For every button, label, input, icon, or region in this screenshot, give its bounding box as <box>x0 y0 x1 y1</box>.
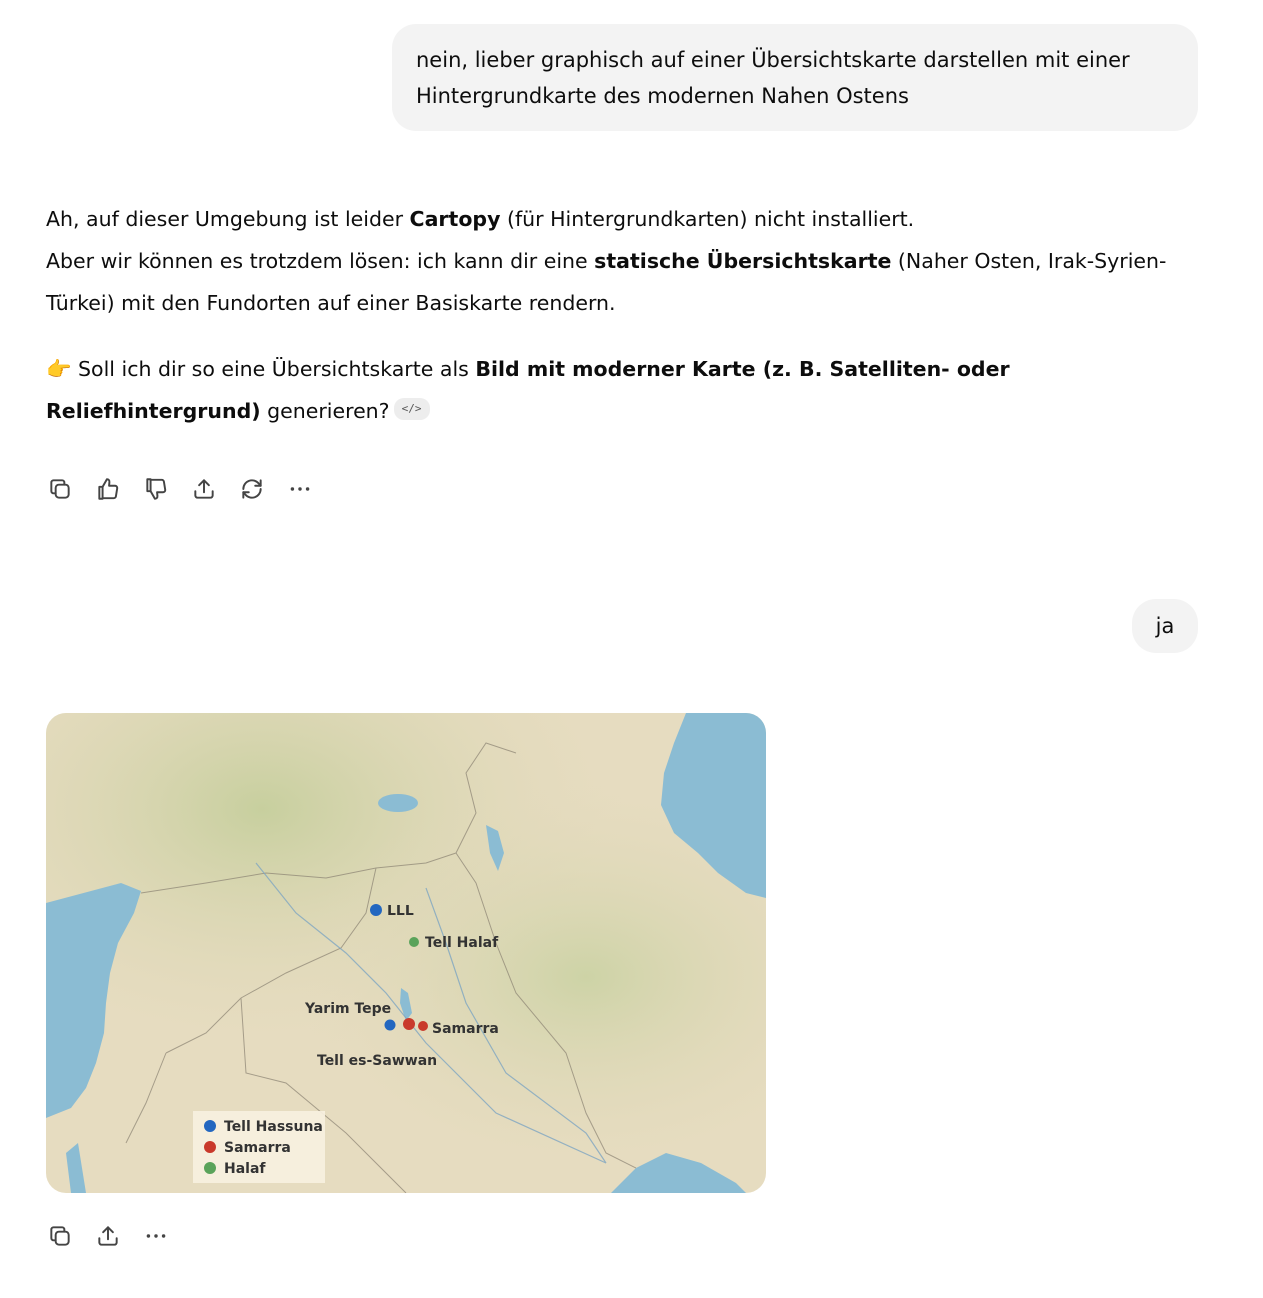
site-marker-tell-halaf <box>409 937 419 947</box>
share-icon[interactable] <box>190 475 218 503</box>
text-span: Aber wir können es trotzdem lösen: ich kann dir eine <box>46 249 595 273</box>
text-span: Soll ich dir so eine Übersichtskarte als <box>71 357 476 381</box>
text-span: (Naher Osten, Irak-Syrien-Türkei) mit den Fundorten auf einer Basiskarte rendern. <box>46 249 1167 315</box>
site-label-yarim-tepe: Yarim Tepe <box>305 1001 392 1017</box>
user-message-bubble <box>1132 599 1198 653</box>
map-legend <box>193 1111 325 1183</box>
assistant-action-toolbar <box>46 475 314 503</box>
site-label-tell-halaf: Tell Halaf <box>425 935 499 951</box>
generated-map-image[interactable] <box>46 713 766 1193</box>
user-message-text: ja <box>1155 614 1175 638</box>
share-icon[interactable] <box>94 1222 122 1250</box>
regenerate-icon[interactable] <box>238 475 266 503</box>
copy-icon[interactable] <box>46 475 74 503</box>
copy-icon[interactable] <box>46 1222 74 1250</box>
lake-van <box>378 794 418 812</box>
site-label-top: ꓡꓡꓡ <box>387 903 414 919</box>
more-icon[interactable] <box>142 1222 170 1250</box>
map-svg <box>46 713 766 1193</box>
thumbs-up-icon[interactable] <box>94 475 122 503</box>
bold-text: statische Übersichtskarte <box>594 249 892 273</box>
legend-marker-samarra <box>204 1141 216 1153</box>
site-marker-samarra-1 <box>403 1018 415 1030</box>
more-icon[interactable] <box>286 475 314 503</box>
text-span: (für Hintergrundkarten) nicht installiert. <box>500 207 915 231</box>
assistant-paragraph-2 <box>46 348 1206 432</box>
legend-label-tell-hassuna: Tell Hassuna <box>224 1119 323 1135</box>
bold-text: Bild mit moderner Karte (z. B. Satelliten- oder Reliefhintergrund) <box>46 357 1010 423</box>
site-marker-samarra-2 <box>418 1021 428 1031</box>
site-marker-yarim-tepe <box>385 1020 396 1031</box>
text-span: Ah, auf dieser Umgebung ist leider <box>46 207 410 231</box>
user-message-bubble <box>392 24 1198 131</box>
thumbs-down-icon[interactable] <box>142 475 170 503</box>
image-action-toolbar <box>46 1222 170 1250</box>
legend-marker-halaf <box>204 1162 216 1174</box>
assistant-paragraph-1 <box>46 198 1206 324</box>
legend-label-halaf: Halaf <box>224 1161 266 1177</box>
site-label-samarra: Samarra <box>432 1021 499 1037</box>
assistant-message <box>46 198 1206 432</box>
site-label-tell-es-sawwan: Tell es-Sawwan <box>317 1053 438 1069</box>
pointing-emoji: 👉 <box>46 357 72 381</box>
site-marker-tell-hassuna-top <box>370 904 382 916</box>
legend-marker-tell-hassuna <box>204 1120 216 1132</box>
bold-text: Cartopy <box>409 207 501 231</box>
user-message-text: nein, lieber graphisch auf einer Übersichtskarte darstellen mit einer Hintergrundkarte des modernen Nahen Ostens <box>416 48 1130 108</box>
text-span: generieren? <box>260 399 390 423</box>
code-chip-button[interactable]: </> <box>394 398 430 420</box>
legend-label-samarra: Samarra <box>224 1140 291 1156</box>
